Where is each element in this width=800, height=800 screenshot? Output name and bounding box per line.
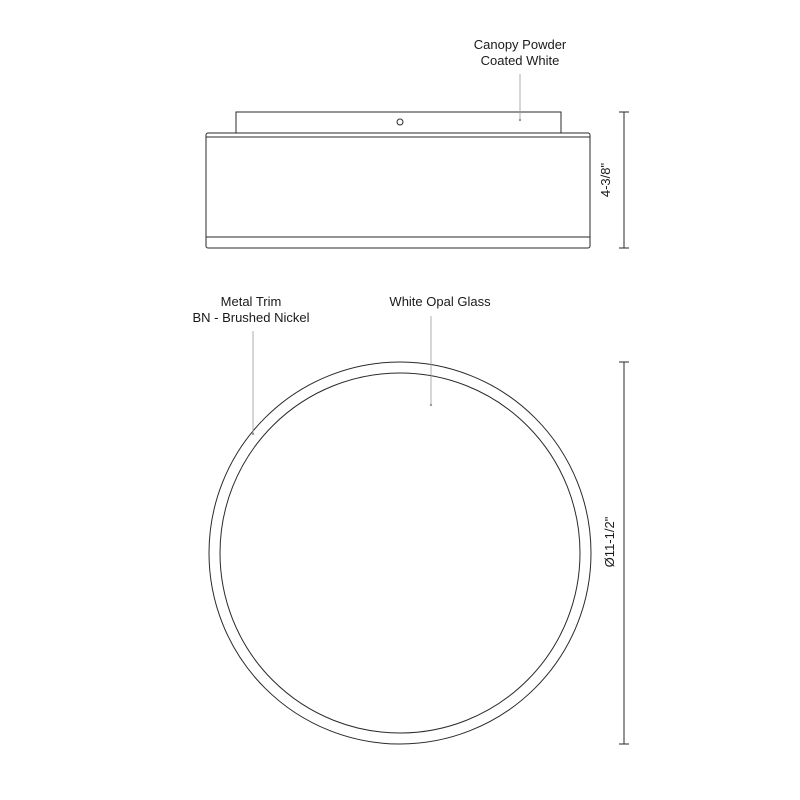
- trim-callout: [192, 294, 309, 435]
- canopy: [236, 112, 561, 133]
- bottom-view: [209, 362, 591, 744]
- height-dimension-label: 4-3/8": [598, 162, 613, 198]
- canopy-leader-dot: [519, 119, 521, 121]
- glass-label: White Opal Glass: [389, 294, 491, 309]
- glass-leader-dot: [430, 404, 432, 406]
- diameter-dimension-label: Ø11-1/2": [602, 516, 617, 568]
- height-dimension: [598, 112, 629, 248]
- trim-leader-dot: [252, 433, 254, 435]
- trim-label-line1: Metal Trim: [220, 294, 282, 309]
- side-view: [206, 112, 590, 248]
- trim-label-line2: BN - Brushed Nickel: [192, 310, 310, 325]
- canopy-label-line1: Canopy Powder: [473, 37, 567, 52]
- outer-trim-ring: [209, 362, 591, 744]
- glass-diffuser-ring: [220, 373, 580, 733]
- canopy-label-line2: Coated White: [480, 53, 560, 68]
- fixture-body: [206, 133, 590, 248]
- canopy-callout: [474, 37, 567, 121]
- diameter-dimension: [602, 362, 629, 744]
- canopy-screw: [397, 119, 403, 125]
